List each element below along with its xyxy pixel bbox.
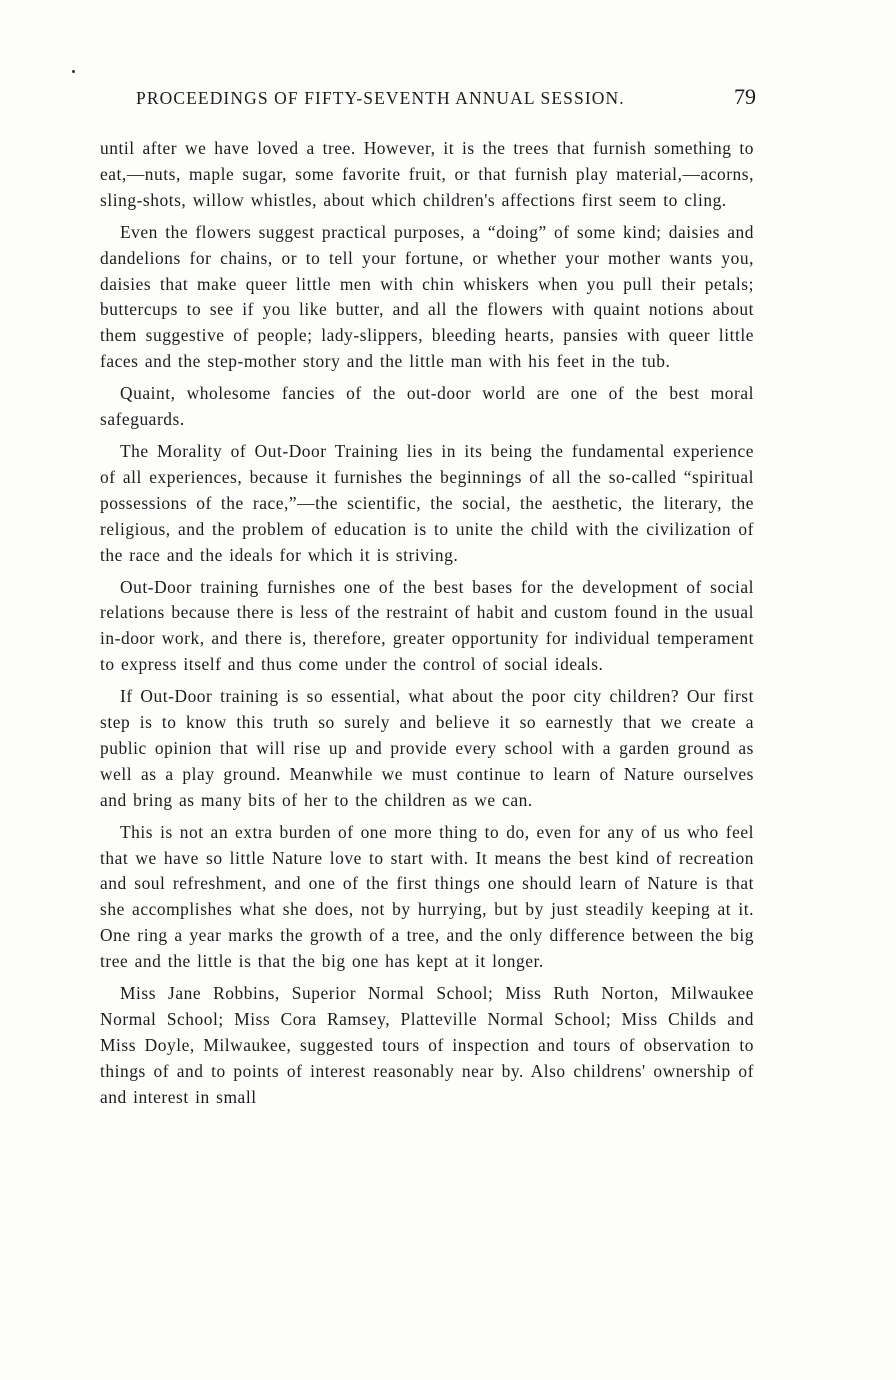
paragraph-continuation: until after we have loved a tree. However, it is the trees that furnish something to eat,—nuts, maple sugar, some favorite fruit, or that furnish play material,—acorns, sling-shots, willow whistles, about which children's affections first seem to cling. xyxy=(100,138,754,210)
body-text xyxy=(100,136,754,1117)
paragraph-city-children: If Out-Door training is so essential, what about the poor city children? Our first step is to know this truth so surely and believe it so earnestly that we create a public opinion that will rise up and provide every school with a garden ground as well as a play ground. Meanwhile we must continue to learn of Nature ourselves and bring as many bits of her to the children as we can. xyxy=(100,686,754,810)
page-number: 79 xyxy=(734,84,756,109)
paragraph-social-relations: Out-Door training furnishes one of the best bases for the development of social relations because there is less of the restraint of habit and custom found in the usual in-door work, and there is, therefore, greater opportunity for individual temperament to express itself and thus come under the control of social ideals. xyxy=(100,576,754,675)
running-header xyxy=(136,84,756,114)
paragraph-fancies: Quaint, wholesome fancies of the out-door world are one of the best moral safeguards. xyxy=(100,383,754,430)
paragraph-extra-burden: This is not an extra burden of one more thing to do, even for any of us who feel that we have so little Nature love to start with. It means the best kind of recreation and soul refreshment, and one of the first things one should learn of Nature is that she accomplishes what she does, not by hurrying, but by just steadily keeping at it. One ring a year marks the growth of a tree, and the only difference between the big tree and the little is that the big one has kept at it longer. xyxy=(100,821,754,972)
running-title: PROCEEDINGS OF FIFTY-SEVENTH ANNUAL SESSION. xyxy=(136,88,625,108)
paragraph-flowers: Even the flowers suggest practical purposes, a “doing” of some kind; daisies and dandelions for chains, or to tell your fortune, or whether your mother wants you, daisies that make queer little men with chin whiskers when you pull their petals; buttercups to see if you like butter, and all the flowers with quaint notions about them suggestive of people; lady-slippers, bleeding hearts, pansies with queer little faces and the step-mother story and the little man with his feet in the tub. xyxy=(100,221,754,372)
paragraph-speakers: Miss Jane Robbins, Superior Normal School; Miss Ruth Norton, Milwaukee Normal School; Miss Cora Ramsey, Platteville Normal School; Miss Childs and Miss Doyle, Milwaukee, suggested tours of inspection and tours of observation to things of and to points of interest reasonably near by. Also childrens' ownership of and interest in small xyxy=(100,983,754,1107)
print-speck xyxy=(72,70,75,73)
paragraph-morality: The Morality of Out-Door Training lies in its being the fundamental experience of all experiences, because it furnishes the beginnings of all the so-called “spiritual possessions of the race,”—the scientific, the social, the aesthetic, the literary, the religious, and the problem of education is to unite the child with the civilization of the race and the ideals for which it is striving. xyxy=(100,440,754,565)
